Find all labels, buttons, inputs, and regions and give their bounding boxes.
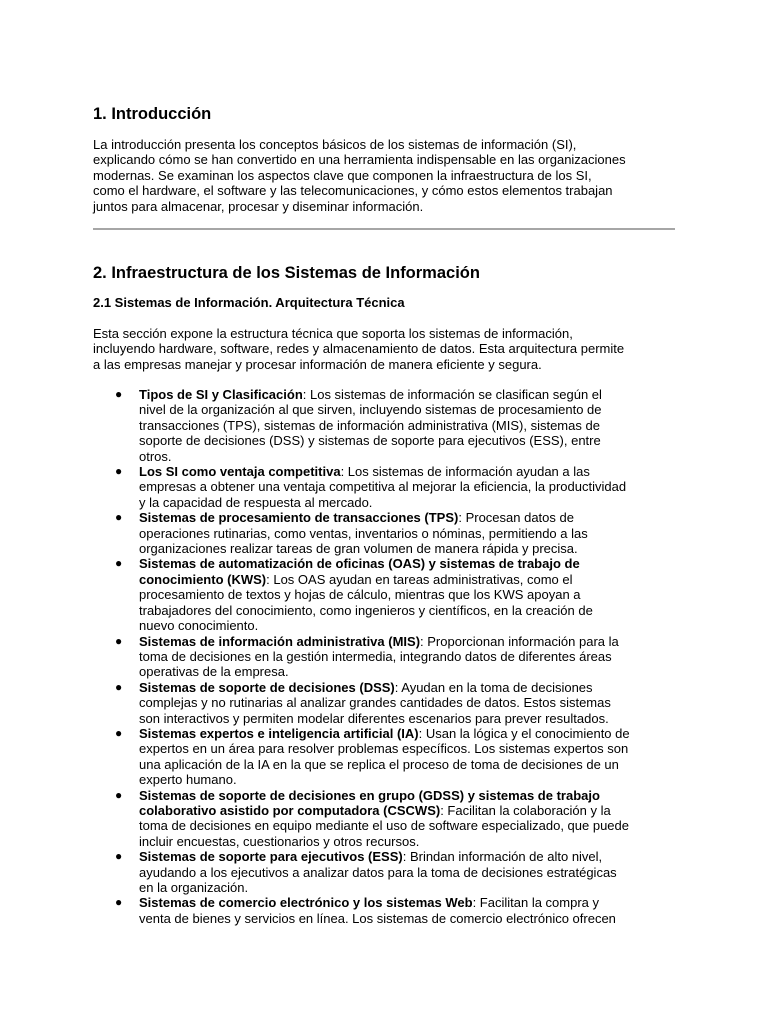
list-item-line: nuevo conocimiento. bbox=[139, 618, 259, 634]
bullet-icon: ● bbox=[115, 510, 123, 525]
list-item-line: incluir encuestas, cuestionarios y otros recursos. bbox=[139, 833, 420, 849]
list-item-text: : Proporcionan información para la bbox=[420, 633, 619, 649]
list-item-term: Tipos de SI y Clasificación bbox=[139, 387, 303, 402]
list-item-line: en la organización. bbox=[139, 880, 249, 895]
list-item-line: toma de decisiones en equipo mediante el uso de software especializado, que puede bbox=[139, 818, 630, 834]
bullet-icon: ● bbox=[115, 387, 123, 401]
list-item-term: Sistemas de procesamiento de transacciones (TPS) bbox=[139, 510, 459, 526]
section-2-1-paragraph bbox=[93, 326, 624, 372]
list-item-text: : Usan la lógica y el conocimiento de bbox=[418, 725, 630, 741]
paragraph-line: explicando cómo se han convertido en una herramienta indispensable en las organizaciones bbox=[93, 152, 626, 168]
bullet-icon: ● bbox=[115, 464, 123, 479]
bullet-icon: ● bbox=[115, 679, 123, 694]
list-item-line bbox=[139, 464, 693, 479]
list-item bbox=[93, 634, 693, 680]
list-item-line: otros. bbox=[139, 448, 172, 464]
section-2-heading: 2. Infraestructura de los Sistemas de Información bbox=[93, 264, 480, 282]
list-item-line: empresas a obtener una ventaja competitiva al mejorar la eficiencia, la productividad bbox=[139, 479, 627, 495]
list-item-text: : Ayudan en la toma de decisiones bbox=[394, 679, 593, 695]
bullet-icon: ● bbox=[115, 787, 123, 802]
list-item-line bbox=[139, 726, 693, 741]
list-item bbox=[93, 680, 693, 726]
section-2-1-subheading: 2.1 Sistemas de Información. Arquitectura Técnica bbox=[93, 295, 405, 310]
list-item-line: soporte de decisiones (DSS) y sistemas de soporte para ejecutivos (ESS), entre bbox=[139, 433, 601, 449]
paragraph-line: modernas. Se examinan los aspectos clave que componen la infraestructura de los SI, bbox=[93, 167, 592, 183]
list-item-line: complejas y no rutinarias al analizar grandes cantidades de datos. Estos sistemas bbox=[139, 695, 611, 711]
list-item-line: procesamiento de textos y hojas de cálculo, mientras que los KWS apoyan a bbox=[139, 587, 581, 603]
horizontal-divider bbox=[93, 228, 675, 230]
list-item-line: ayudando a los ejecutivos a analizar datos para la toma de decisiones estratégicas bbox=[139, 864, 617, 880]
bullet-icon: ● bbox=[115, 725, 123, 740]
list-item bbox=[93, 510, 693, 556]
list-item-line: una aplicación de la IA en la que se replica el proceso de toma de decisiones de un bbox=[139, 756, 619, 772]
list-item-text: : Los sistemas de información ayudan a las bbox=[340, 464, 590, 480]
list-item-line bbox=[139, 572, 693, 587]
list-item bbox=[93, 556, 693, 633]
section-1-heading: 1. Introducción bbox=[93, 105, 212, 123]
bullet-icon: ● bbox=[115, 633, 123, 648]
list-item-text: : Los sistemas de información se clasifican según el bbox=[302, 387, 602, 402]
systems-bullet-list bbox=[93, 387, 693, 926]
list-item-text: : Facilitan la colaboración y la bbox=[440, 802, 611, 818]
list-item bbox=[93, 895, 693, 926]
paragraph-line: incluyendo hardware, software, redes y almacenamiento de datos. Esta arquitectura permite bbox=[93, 341, 625, 357]
list-item-term: colaborativo asistido por computadora (CSCWS) bbox=[139, 802, 441, 818]
list-item-text: : Los OAS ayudan en tareas administrativas, como el bbox=[266, 571, 573, 587]
list-item-line bbox=[139, 849, 693, 864]
section-1-paragraph bbox=[93, 137, 626, 214]
bullet-icon: ● bbox=[115, 556, 123, 571]
paragraph-line: Esta sección expone la estructura técnica que soporta los sistemas de información, bbox=[93, 326, 573, 341]
list-item-line: y la capacidad de respuesta al mercado. bbox=[139, 494, 373, 510]
list-item bbox=[93, 387, 693, 464]
list-item-term: Sistemas de soporte para ejecutivos (ESS) bbox=[139, 849, 403, 865]
list-item-line: son interactivos y permiten modelar diferentes escenarios para prever resultados. bbox=[139, 710, 609, 726]
list-item-line bbox=[139, 895, 693, 910]
list-item-text: : Brindan información de alto nivel, bbox=[402, 849, 603, 865]
list-item-line: expertos en un área para resolver problemas específicos. Los sistemas expertos son bbox=[139, 741, 629, 757]
paragraph-line: juntos para almacenar, procesar y diseminar información. bbox=[93, 198, 424, 214]
list-item-line bbox=[139, 634, 693, 649]
list-item-line: operaciones rutinarias, como ventas, inventarios o nóminas, permitiendo a las bbox=[139, 525, 588, 541]
list-item-line bbox=[139, 788, 693, 803]
list-item-term: Los SI como ventaja competitiva bbox=[139, 464, 341, 480]
list-item-line: venta de bienes y servicios en línea. Los sistemas de comercio electrónico ofrecen bbox=[139, 910, 616, 926]
list-item-line: operativas de la empresa. bbox=[139, 664, 289, 680]
bullet-icon: ● bbox=[115, 895, 123, 910]
list-item-line: organizaciones realizar tareas de gran volumen de manera rápida y precisa. bbox=[139, 541, 578, 557]
list-item-line bbox=[139, 556, 693, 571]
list-item bbox=[93, 788, 693, 850]
list-item bbox=[93, 849, 693, 895]
list-item-line: nivel de la organización al que sirven, incluyendo sistemas de procesamiento de bbox=[139, 402, 602, 418]
list-item-term: conocimiento (KWS) bbox=[139, 571, 267, 587]
list-item-term: Sistemas de comercio electrónico y los sistemas Web bbox=[139, 895, 473, 911]
paragraph-line: como el hardware, el software y las telecomunicaciones, y cómo estos elementos trabajan bbox=[93, 183, 613, 199]
list-item bbox=[93, 464, 693, 510]
list-item-line bbox=[139, 387, 693, 402]
list-item-text: : Procesan datos de bbox=[458, 510, 574, 526]
bullet-icon: ● bbox=[115, 849, 123, 864]
list-item-term: Sistemas de soporte de decisiones (DSS) bbox=[139, 679, 395, 695]
list-item-term: Sistemas de soporte de decisiones en grupo (GDSS) y sistemas de trabajo bbox=[139, 787, 600, 803]
list-item-line bbox=[139, 510, 693, 525]
list-item-line bbox=[139, 803, 693, 818]
list-item-term: Sistemas expertos e inteligencia artificial (IA) bbox=[139, 725, 419, 741]
list-item-term: Sistemas de información administrativa (MIS) bbox=[139, 633, 421, 649]
list-item-line bbox=[139, 680, 693, 695]
list-item-line: toma de decisiones en la gestión intermedia, integrando datos de diferentes áreas bbox=[139, 648, 612, 664]
list-item-term: Sistemas de automatización de oficinas (OAS) y sistemas de trabajo de bbox=[139, 556, 580, 572]
paragraph-line: La introducción presenta los conceptos básicos de los sistemas de información (SI), bbox=[93, 137, 577, 152]
list-item-text: : Facilitan la compra y bbox=[472, 895, 600, 911]
list-item-line: transacciones (TPS), sistemas de información administrativa (MIS), sistemas de bbox=[139, 417, 600, 433]
paragraph-line: a las empresas manejar y procesar información de manera eficiente y segura. bbox=[93, 356, 542, 372]
list-item bbox=[93, 726, 693, 788]
list-item-line: experto humano. bbox=[139, 772, 237, 788]
list-item-line: trabajadores del conocimiento, como ingenieros y científicos, en la creación de bbox=[139, 602, 593, 618]
